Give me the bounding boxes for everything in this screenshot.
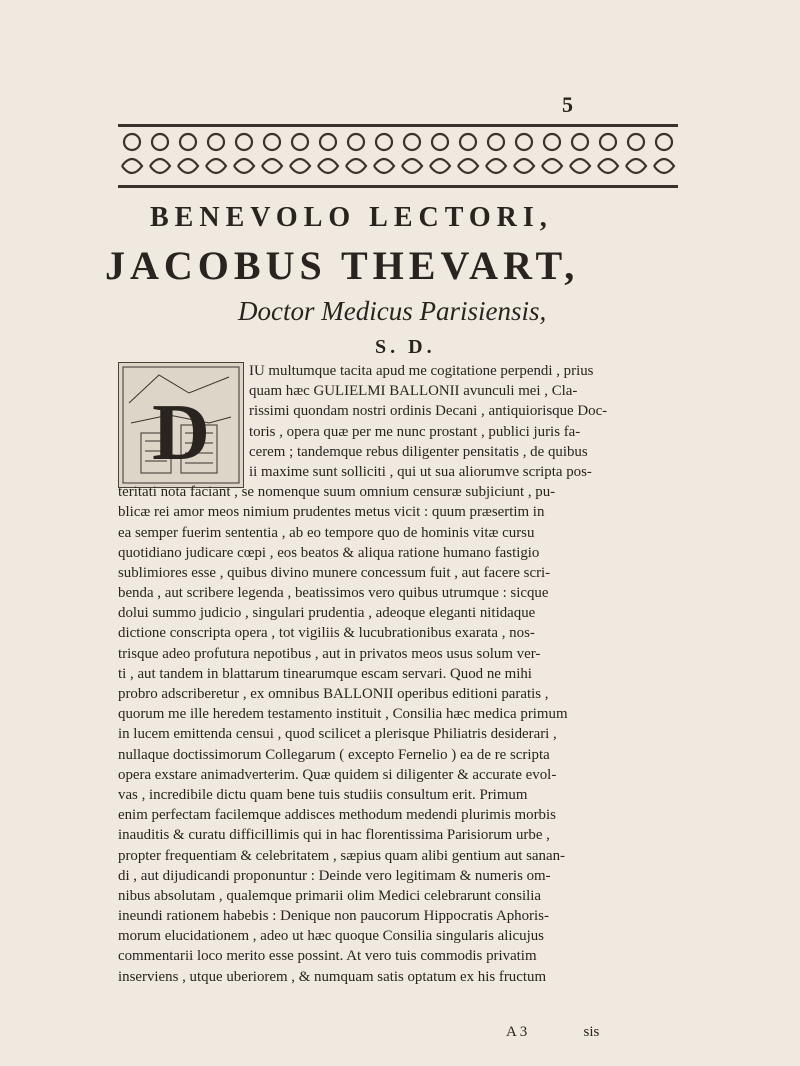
ornament-rosette xyxy=(208,134,224,150)
text-line: cerem ; tandemque rebus diligenter pensitatis , de quibus xyxy=(249,443,588,460)
text-line: dictione conscripta opera , tot vigiliis & lucubrationibus exarata , nos- xyxy=(118,625,535,642)
ornament-rosette xyxy=(348,134,364,150)
ornament-leaf xyxy=(402,159,422,173)
text-line: propter frequentiam & celebritatem , sæpius quam alibi gentium aut sanan- xyxy=(118,847,566,864)
ornament-rosette xyxy=(656,134,672,150)
text-line: nibus absolutam , qualemque primarii olim Medici celebrarunt consilia xyxy=(118,887,542,904)
text-line: inauditis & curatu difficillimis qui in hac florentissima Parisiorum urbe , xyxy=(118,827,550,844)
text-line: quotidiano judicare cœpi , eos beatos & aliqua ratione humano fastigio xyxy=(118,544,540,561)
ornament-leaf xyxy=(570,159,590,173)
page-number: 5 xyxy=(562,92,573,117)
ornament-rosette xyxy=(376,134,392,150)
ornament-leaf xyxy=(346,159,366,173)
text-line: rissimi quondam nostri ordinis Decani , antiquiorisque Doc- xyxy=(249,403,608,420)
ornament-rosette xyxy=(152,134,168,150)
author-title: Doctor Medicus Parisiensis, xyxy=(238,296,547,326)
ornament-rosette xyxy=(460,134,476,150)
text-line: opera exstare animadverterim. Quæ quidem si diligenter & accurate evol- xyxy=(118,766,557,783)
ornament-leaf xyxy=(654,159,674,173)
signature-and-catchword xyxy=(506,1024,599,1041)
ornament-leaf xyxy=(458,159,478,173)
text-line: probro adscriberetur , ex omnibus BALLONII operibus editioni paratis , xyxy=(118,686,549,702)
ornament-leaf xyxy=(150,159,170,173)
text-line: morum elucidationem , adeo ut hæc quoque Consilia singularis alicujus xyxy=(118,928,544,945)
text-line: blicæ rei amor meos nimium prudentes metus vicit : quum præsertim in xyxy=(118,504,545,521)
text-line: sublimiores esse , quibus divino munere concessum fuit , aut facere scri- xyxy=(118,564,551,581)
ornament-rosette xyxy=(124,134,140,150)
ornament-rosette xyxy=(572,134,588,150)
catchword: sis xyxy=(583,1024,600,1040)
salutation-initials: S. D. xyxy=(375,336,436,358)
ornament-rosette xyxy=(264,134,280,150)
ornament-leaf xyxy=(122,159,142,173)
ornament-leaf xyxy=(206,159,226,173)
text-line: ineundi rationem habebis : Denique non paucorum Hippocratis Aphoris- xyxy=(118,908,549,925)
text-line: inserviens , utque uberiorem , & numquam satis optatum ex his fructum xyxy=(118,968,547,985)
ornament-leaf xyxy=(626,159,646,173)
ornament-rosette xyxy=(628,134,644,150)
text-line: toris , opera quæ per me nunc prostant , publici juris fa- xyxy=(249,423,581,440)
ornament-leaf xyxy=(542,159,562,173)
text-line: enim perfectam facilemque addisces methodum medendi plurimis morbis xyxy=(118,807,556,824)
dedication-heading: BENEVOLO LECTORI, xyxy=(150,202,553,233)
ornament-rosette xyxy=(488,134,504,150)
text-line: dolui summo judicio , singulari prudentia , adeoque eleganti nitidaque xyxy=(118,605,536,622)
text-line: in lucem emittenda censui , quod scilicet a plerisque Philiatris desiderari , xyxy=(118,726,557,743)
ornament-leaf xyxy=(374,159,394,173)
text-line: di , aut dijudicandi proponuntur : Deinde vero legitimam & numeris om- xyxy=(118,867,551,884)
text-line: commentarii loco merito esse possint. At vero tuis commodis privatim xyxy=(118,948,537,965)
text-line: quam hæc GULIELMI BALLONII avunculi mei , Cla- xyxy=(249,383,578,400)
ornament-rosette xyxy=(404,134,420,150)
dropcap-letter: D xyxy=(152,389,210,477)
text-line: trisque adeo profutura nepotibus , aut in privatos meos usus solum ver- xyxy=(118,645,541,662)
author-name-heading: JACOBUS THEVART, xyxy=(105,243,580,288)
text-line: quorum me ille heredem testamento instituit , Consilia hæc medica primum xyxy=(118,706,568,723)
ornament-rosette xyxy=(516,134,532,150)
text-line: teritati nota faciant , se nomenque suum omnium censuræ subjiciunt , pu- xyxy=(118,484,556,501)
ornament-leaf xyxy=(234,159,254,173)
ornament-leaf xyxy=(598,159,618,173)
ornament-leaf xyxy=(486,159,506,173)
text-line: benda , aut scribere legenda , beatissimos vero quibus utrumque : sicque xyxy=(118,585,549,602)
text-line: ti , aut tandem in blattarum tinearumque escam servari. Quod ne mihi xyxy=(118,665,532,682)
text-line: ii maxime sunt solliciti , qui ut sua aliorumve scripta pos- xyxy=(249,463,592,480)
ornament-leaf xyxy=(262,159,282,173)
ornament-rosette xyxy=(180,134,196,150)
ornament-rosette xyxy=(292,134,308,150)
printers-ornament-band xyxy=(118,122,678,190)
ornament-leaf xyxy=(430,159,450,173)
text-line: vas , incredibile dictu quam bene tuis studiis consultum erit. Primum xyxy=(118,786,528,803)
text-line: nullaque doctissimorum Collegarum ( excepto Fernelio ) ea de re scripta xyxy=(118,746,550,763)
ornament-rosette xyxy=(236,134,252,150)
ornament-leaf xyxy=(178,159,198,173)
ornament-rosette xyxy=(320,134,336,150)
ornament-leaf xyxy=(318,159,338,173)
text-line: IU multumque tacita apud me cogitatione perpendi , prius xyxy=(249,363,594,379)
ornament-rosette xyxy=(600,134,616,150)
ornament-leaf xyxy=(290,159,310,173)
ornament-leaf xyxy=(514,159,534,173)
ornament-rosette xyxy=(432,134,448,150)
text-line: ea semper fuerim sententia , ab eo tempore quo de hominis vitæ cursu xyxy=(118,524,535,541)
ornament-rosette xyxy=(544,134,560,150)
signature-mark: A 3 xyxy=(506,1024,528,1040)
letter-body xyxy=(118,361,678,987)
